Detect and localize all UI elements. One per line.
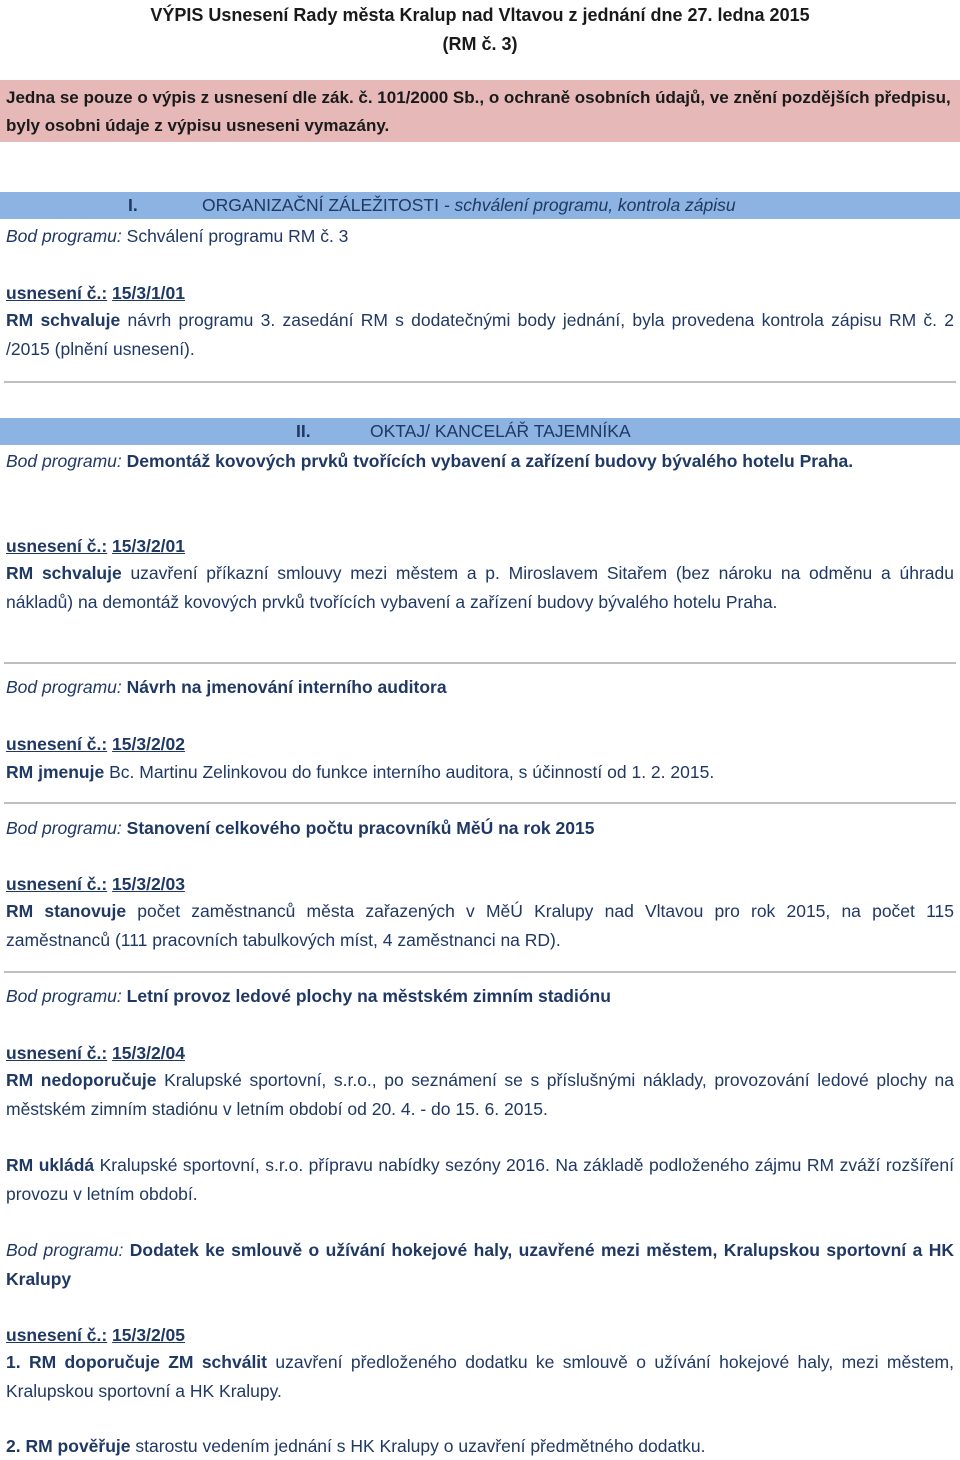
- resolution-number: [6, 1039, 954, 1067]
- agenda-label: Bod programu:: [6, 226, 122, 246]
- agenda-item-4: [6, 814, 954, 842]
- resolution-text-2: [6, 1432, 954, 1460]
- privacy-notice: [0, 80, 960, 142]
- resolution-id: 15/3/2/02: [112, 734, 186, 754]
- resolution-text: [6, 559, 954, 616]
- resolution-id: 15/3/2/04: [112, 1043, 186, 1063]
- resolution-id: 15/3/2/01: [112, 536, 186, 556]
- divider: [4, 802, 956, 804]
- resolution-number: [6, 1321, 954, 1349]
- resolution-verb: RM pověřuje: [25, 1436, 131, 1456]
- agenda-item-6: [6, 1236, 954, 1293]
- title-line-2: (RM č. 3): [442, 34, 518, 54]
- resolution-body: starostu vedením jednání s HK Kralupy o uzavření předmětného dodatku.: [135, 1436, 706, 1456]
- resolution-number: [6, 730, 954, 758]
- resolution-verb: RM stanovuje: [6, 901, 127, 921]
- resolution-text-2: [6, 1151, 954, 1208]
- agenda-item-title: Stanovení celkového počtu pracovníků MěÚ na rok 2015: [126, 818, 595, 838]
- paragraph-number: 1.: [6, 1352, 21, 1372]
- resolution-text: [6, 306, 954, 363]
- resolution-body: počet zaměstnanců města zařazených v MěÚ Kralupy nad Vltavou pro rok 2015, na počet 115 zaměstnanců (111 pracovních tabulkových míst, 4 zaměstnanci na RD).: [6, 901, 954, 950]
- resolution-text: [6, 1066, 954, 1123]
- resolution-id: 15/3/2/05: [112, 1325, 186, 1345]
- agenda-item-title: Návrh na jmenování interního auditora: [126, 677, 447, 697]
- resolution-verb: RM schvaluje: [6, 563, 122, 583]
- section-2-heading: [0, 418, 960, 445]
- resolution-label: usnesení č.:: [6, 283, 108, 303]
- resolution-body: uzavření předloženého dodatku ke smlouvě o užívání hokejové haly, mezi městem, Kralupskou sportovní a HK Kralupy.: [6, 1352, 954, 1401]
- divider: [4, 662, 956, 664]
- agenda-item-title: Dodatek ke smlouvě o užívání hokejové haly, uzavřené mezi městem, Kralupskou sportovní a HK Kralupy: [6, 1240, 954, 1289]
- section-1-name: ORGANIZAČNÍ ZÁLEŽITOSTI: [202, 195, 439, 215]
- resolution-verb: RM ukládá: [6, 1155, 95, 1175]
- section-1-heading: [0, 192, 960, 219]
- agenda-label: Bod programu:: [6, 451, 122, 471]
- resolution-id: 15/3/1/01: [112, 283, 186, 303]
- resolution-label: usnesení č.:: [6, 536, 108, 556]
- agenda-item-title: Letní provoz ledové plochy na městském zimním stadiónu: [126, 986, 611, 1006]
- resolution-body: Kralupské sportovní, s.r.o., po seznámení se s příslušnými náklady, provozování ledové plochy na městském zimním stadiónu v letním období od 20. 4. - do 15. 6. 2015.: [6, 1070, 954, 1119]
- divider: [4, 971, 956, 973]
- agenda-label: Bod programu:: [6, 677, 122, 697]
- resolution-number: [6, 532, 954, 560]
- title-line-1: VÝPIS Usnesení Rady města Kralup nad Vltavou z jednání dne 27. ledna 2015: [150, 5, 810, 25]
- section-1-subtitle: - schválení programu, kontrola zápisu: [443, 195, 736, 215]
- resolution-verb: RM doporučuje ZM schválit: [28, 1352, 267, 1372]
- divider: [4, 381, 956, 383]
- agenda-item-2: [6, 447, 954, 476]
- section-2-name: OKTAJ/ KANCELÁŘ TAJEMNÍKA: [370, 421, 631, 441]
- resolution-verb: RM schvaluje: [6, 310, 121, 330]
- agenda-label: Bod programu:: [6, 818, 122, 838]
- resolution-text: [6, 897, 954, 954]
- resolution-label: usnesení č.:: [6, 734, 108, 754]
- resolution-text: [6, 758, 954, 786]
- paragraph-number: 2.: [6, 1436, 21, 1456]
- resolution-id: 15/3/2/03: [112, 874, 186, 894]
- resolution-body: Kralupské sportovní, s.r.o. přípravu nabídky sezóny 2016. Na základě podloženého zájmu RM zváží rozšíření provozu v letním období.: [6, 1155, 954, 1204]
- resolution-verb: RM jmenuje: [6, 762, 105, 782]
- resolution-number: [6, 279, 954, 307]
- document-title: [0, 0, 960, 59]
- resolution-body: návrh programu 3. zasedání RM s dodatečnými body jednání, byla provedena kontrola zápisu RM č. 2 /2015 (plnění usnesení).: [6, 310, 954, 359]
- section-2-number: II.: [296, 421, 311, 441]
- privacy-notice-text: Jedna se pouze o výpis z usnesení dle zák. č. 101/2000 Sb., o ochraně osobních údajů, ve znění pozdějších předpisu, byly osobni údaje z výpisu usneseni vymazány.: [6, 88, 951, 135]
- resolution-number: [6, 870, 954, 898]
- agenda-item-5: [6, 982, 954, 1010]
- agenda-label: Bod programu:: [6, 986, 122, 1006]
- resolution-label: usnesení č.:: [6, 1043, 108, 1063]
- agenda-item-title: Demontáž kovových prvků tvořících vybavení a zařízení budovy bývalého hotelu Praha.: [126, 451, 854, 471]
- resolution-body: uzavření příkazní smlouvy mezi městem a p. Miroslavem Sitařem (bez nároku na odměnu a úhradu nákladů) na demontáž kovových prvků tvořících vybavení a zařízení budovy bývalého hotelu Praha.: [6, 563, 954, 612]
- resolution-label: usnesení č.:: [6, 1325, 108, 1345]
- agenda-item-title: Schválení programu RM č. 3: [126, 226, 349, 246]
- agenda-label: Bod programu:: [6, 1240, 124, 1260]
- resolution-body: Bc. Martinu Zelinkovou do funkce interního auditora, s účinností od 1. 2. 2015.: [109, 762, 715, 782]
- resolution-label: usnesení č.:: [6, 874, 108, 894]
- resolution-text: [6, 1348, 954, 1405]
- agenda-item-1: [6, 222, 954, 250]
- agenda-item-3: [6, 673, 954, 701]
- section-1-number: I.: [128, 195, 138, 215]
- resolution-verb: RM nedoporučuje: [6, 1070, 157, 1090]
